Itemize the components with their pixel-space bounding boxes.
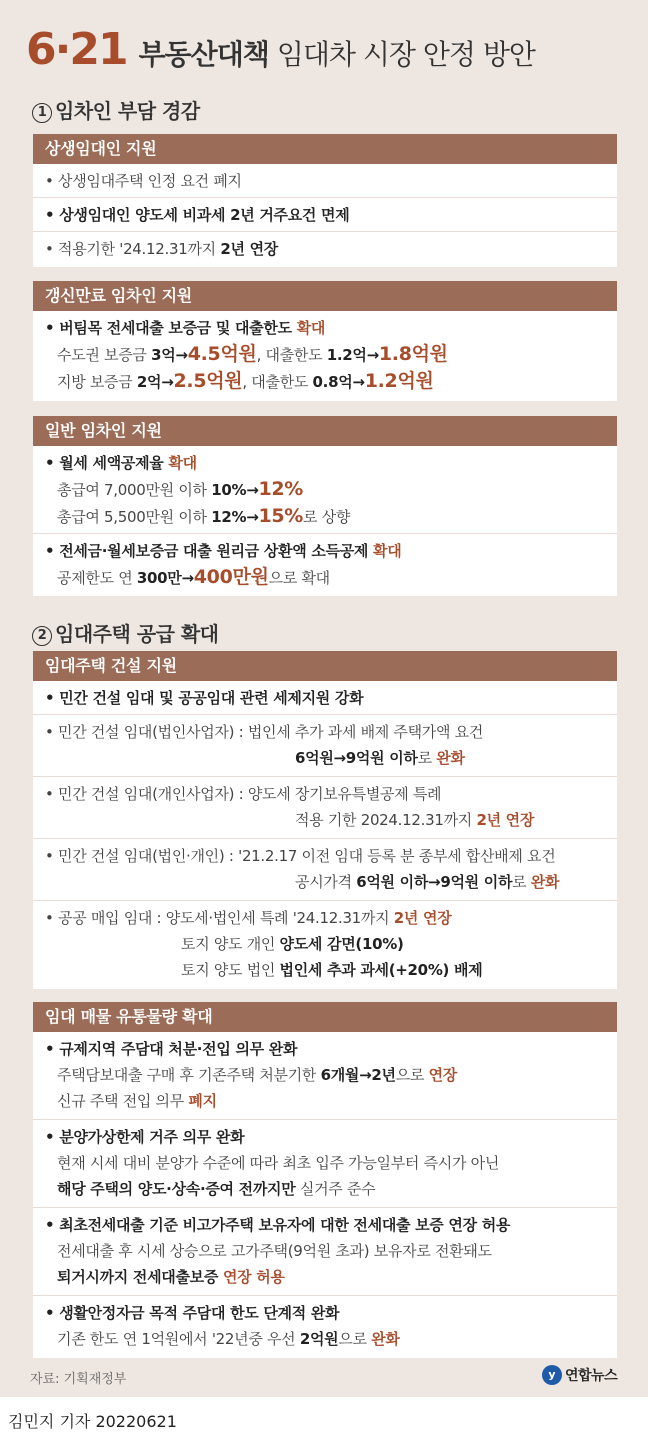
logo-mark-icon: y <box>542 1365 562 1385</box>
list-item <box>33 777 617 839</box>
list-item: • 민간 건설 임대 및 공공임대 관련 세제지원 강화 <box>33 681 617 715</box>
text: 로 <box>417 749 437 767</box>
value: 3억→ <box>151 346 188 364</box>
text: 공제한도 연 <box>57 569 137 587</box>
value: 법인세 추과 과세(+20%) 배제 <box>279 961 483 979</box>
text: 전세대출 후 시세 상승으로 고가주택(9억원 초과) 보유자로 전환돼도 <box>57 1242 492 1260</box>
value: 6억원→9억원 이하 <box>295 749 418 767</box>
panel-expiring-tenant <box>33 281 617 401</box>
text: • 분양가상한제 거주 의무 완화 <box>45 1128 245 1146</box>
highlight: 400만원 <box>193 566 269 588</box>
highlight: 확대 <box>296 319 326 337</box>
page-title <box>26 24 535 84</box>
text: 현재 시세 대비 분양가 수준에 따라 최초 입주 가능일부터 즉시가 아닌 <box>57 1154 500 1172</box>
byline: 김민지 기자 20220621 <box>8 1412 177 1431</box>
list-item <box>33 1120 617 1208</box>
yonhap-logo <box>542 1365 617 1385</box>
list-item <box>33 715 617 777</box>
highlight: 연장 <box>428 1066 457 1084</box>
list-item <box>33 839 617 901</box>
section-label: 임대주택 공급 확대 <box>55 622 219 646</box>
highlight: 2.5억원 <box>173 370 243 392</box>
value: 퇴거시까지 전세대출보증 <box>57 1268 223 1286</box>
list-item <box>33 1208 617 1296</box>
panel-header: 갱신만료 임차인 지원 <box>33 281 617 311</box>
highlight: 4.5억원 <box>187 343 257 365</box>
highlight: 완화 <box>530 873 560 891</box>
value: 12%→ <box>211 508 259 526</box>
highlight: 2년 연장 <box>476 811 535 829</box>
text: • 버팀목 전세대출 보증금 및 대출한도 <box>45 319 297 337</box>
value: 1.2억→ <box>326 346 379 364</box>
list-item <box>33 1032 617 1120</box>
list-item <box>33 311 617 401</box>
highlight: 폐지 <box>188 1092 217 1110</box>
text: 으로 <box>395 1066 429 1084</box>
highlight: 완화 <box>371 1330 400 1348</box>
text: 신규 주택 전입 의무 <box>57 1092 189 1110</box>
highlight: 완화 <box>436 749 465 767</box>
text: • 최초전세대출 기준 비고가주택 보유자에 대한 전세대출 보증 연장 허용 <box>45 1216 511 1234</box>
text: 토지 양도 법인 <box>181 961 280 979</box>
value: 6억원 이하→9억원 이하 <box>356 873 513 891</box>
text: 토지 양도 개인 <box>181 935 280 953</box>
text: 기존 한도 연 1억원에서 '22년중 우선 <box>57 1330 300 1348</box>
title-main: 부동산대책 <box>138 38 269 71</box>
list-item <box>33 901 617 989</box>
text: 수도권 보증금 <box>57 346 152 364</box>
panel-win-win-landlord <box>33 134 617 267</box>
circled-number-2: 2 <box>32 626 52 646</box>
highlight: 확대 <box>168 454 197 472</box>
source-note: 자료: 기획재정부 <box>30 1372 127 1387</box>
list-item <box>33 232 617 267</box>
highlight: 확대 <box>373 542 402 560</box>
highlight: 1.2억원 <box>364 370 434 392</box>
text: • 전세금·월세보증금 대출 원리금 상환액 소득공제 <box>45 542 374 560</box>
text: 으로 <box>338 1330 372 1348</box>
highlight: 1.8억원 <box>378 343 448 365</box>
emphasis: 2년 연장 <box>220 240 278 258</box>
panel-header: 일반 임차인 지원 <box>33 416 617 446</box>
text: 실거주 준수 <box>295 1180 376 1198</box>
text: 주택담보대출 구매 후 기존주택 처분기한 <box>57 1066 321 1084</box>
value: 2억→ <box>136 373 174 391</box>
value: 10%→ <box>211 481 259 499</box>
text: 지방 보증금 <box>57 373 137 391</box>
value: 해당 주택의 양도·상속·증여 전까지만 <box>57 1180 296 1198</box>
text: 로 상향 <box>303 508 351 526</box>
text: , 대출한도 <box>256 346 327 364</box>
text: • 민간 건설 임대(법인사업자) : 법인세 추가 과세 배제 주택가액 요건 <box>45 723 484 741</box>
list-item <box>33 446 617 534</box>
panel-rental-supply <box>33 1002 617 1358</box>
circled-number-1: 1 <box>32 103 52 123</box>
text: • 민간 건설 임대(개인사업자) : 양도세 장기보유특별공제 특례 <box>45 785 442 803</box>
panel-header: 임대 매물 유통물량 확대 <box>33 1002 617 1032</box>
list-item <box>33 1296 617 1358</box>
text: 로 <box>512 873 531 891</box>
value: 양도세 감면(10%) <box>279 935 404 953</box>
list-item: • 상생임대인 양도세 비과세 2년 거주요건 면제 <box>33 198 617 232</box>
section-heading-1 <box>32 95 200 125</box>
value: 6개월→2년 <box>320 1066 396 1084</box>
text: • 월세 세액공제율 <box>45 454 169 472</box>
section-label: 임차인 부담 경감 <box>55 99 200 123</box>
highlight: 12% <box>258 478 304 500</box>
highlight: 연장 허용 <box>222 1268 285 1286</box>
text: , 대출한도 <box>242 373 313 391</box>
text: • 규제지역 주담대 처분·전입 의무 완화 <box>45 1040 298 1058</box>
panel-general-tenant <box>33 416 617 596</box>
text: • 공공 매입 임대 : 양도세·법인세 특례 '24.12.31까지 <box>45 909 394 927</box>
panel-header: 임대주택 건설 지원 <box>33 651 617 681</box>
text: 공시가격 <box>295 873 357 891</box>
value: 0.8억→ <box>312 373 365 391</box>
value: 300만→ <box>136 569 194 587</box>
text: • 적용기한 '24.12.31까지 <box>45 240 221 258</box>
text: 총급여 7,000만원 이하 <box>57 481 212 499</box>
text: 총급여 5,500만원 이하 <box>57 508 212 526</box>
text: 으로 확대 <box>268 569 330 587</box>
section-heading-2 <box>32 618 219 648</box>
logo-text: 연합뉴스 <box>565 1368 618 1384</box>
highlight: 15% <box>258 505 304 527</box>
panel-rental-construction <box>33 651 617 989</box>
title-sub: 임대차 시장 안정 방안 <box>276 38 535 71</box>
text: 적용 기한 2024.12.31까지 <box>295 811 477 829</box>
value: 2억원 <box>299 1330 339 1348</box>
highlight: 2년 연장 <box>393 909 452 927</box>
title-number: 6·21 <box>26 24 127 75</box>
text: • 민간 건설 임대(법인·개인) : '21.2.17 이전 임대 등록 분 종부세 합산배제 요건 <box>45 847 556 865</box>
list-item: • 상생임대주택 인정 요건 폐지 <box>33 164 617 198</box>
panel-header: 상생임대인 지원 <box>33 134 617 164</box>
list-item <box>33 534 617 596</box>
text: • 생활안정자금 목적 주담대 한도 단계적 완화 <box>45 1304 340 1322</box>
